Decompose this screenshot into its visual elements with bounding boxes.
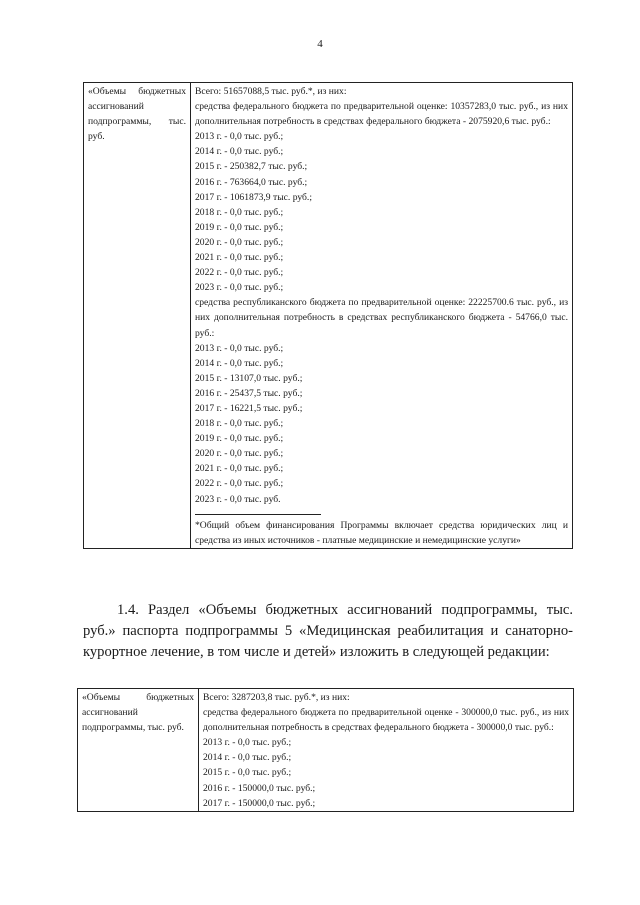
year-line: 2015 г. - 250382,7 тыс. руб.; (195, 161, 308, 173)
year-line: 2023 г. - 0,0 тыс. руб. (195, 493, 281, 505)
table-content-cell (199, 689, 574, 812)
year-line: 2022 г. - 0,0 тыс. руб.; (195, 267, 284, 279)
footnote-divider (195, 514, 321, 515)
table-label-cell: «Объемы бюджетных ассигнований подпрограммы, тыс. руб. (78, 689, 199, 812)
year-line: 2020 г. - 0,0 тыс. руб.; (195, 448, 284, 460)
year-line: 2019 г. - 0,0 тыс. руб.; (195, 433, 284, 445)
year-line: 2016 г. - 150000,0 тыс. руб.; (203, 782, 316, 794)
year-line: 2018 г. - 0,0 тыс. руб.; (195, 418, 284, 430)
year-line: 2013 г. - 0,0 тыс. руб.; (195, 342, 284, 354)
year-line: 2014 г. - 0,0 тыс. руб.; (195, 357, 284, 369)
year-line: 2017 г. - 1061873,9 тыс. руб.; (195, 191, 312, 203)
federal-budget-intro: средства федерального бюджета по предварительной оценке - 300000,0 тыс. руб., из них дополнительная потребность в средствах федерального бюджета - 300000,0 тыс. руб.: (203, 707, 569, 734)
year-line: 2017 г. - 16221,5 тыс. руб.; (195, 402, 303, 414)
year-line: 2016 г. - 25437,5 тыс. руб.; (195, 387, 303, 399)
total-line: Всего: 3287203,8 тыс. руб.*, из них: (203, 692, 350, 703)
year-line: 2013 г. - 0,0 тыс. руб.; (203, 737, 292, 749)
year-line: 2015 г. - 0,0 тыс. руб.; (203, 767, 292, 779)
year-line: 2013 г. - 0,0 тыс. руб.; (195, 131, 284, 143)
republic-budget-intro: средства республиканского бюджета по предварительной оценке: 22225700.6 тыс. руб., из них дополнительная потребность в средствах республиканского бюджета - 54766,0 тыс. руб.: (195, 297, 568, 339)
table-row (78, 689, 574, 812)
year-line: 2021 г. - 0,0 тыс. руб.; (195, 252, 284, 264)
year-line: 2022 г. - 0,0 тыс. руб.; (195, 478, 284, 490)
year-line: 2017 г. - 150000,0 тыс. руб.; (203, 797, 316, 809)
table-row (84, 83, 573, 549)
budget-table-subprogram-5 (77, 688, 574, 812)
year-line: 2023 г. - 0,0 тыс. руб.; (195, 282, 284, 294)
year-line: 2021 г. - 0,0 тыс. руб.; (195, 463, 284, 475)
table-label-cell: «Объемы бюджетных ассигнований подпрограммы, тыс. руб. (84, 83, 191, 549)
table-content-cell (191, 83, 573, 549)
federal-years-list (195, 129, 568, 295)
republic-years-list (195, 341, 568, 507)
year-line: 2018 г. - 0,0 тыс. руб.; (195, 206, 284, 218)
year-line: 2014 г. - 0,0 тыс. руб.; (203, 752, 292, 764)
year-line: 2019 г. - 0,0 тыс. руб.; (195, 221, 284, 233)
total-line: Всего: 51657088,5 тыс. руб.*, из них: (195, 86, 347, 97)
footnote: *Общий объем финансирования Программы включает средства юридических лиц и средства из иных источников - платные медицинские и немедицинские услуги» (195, 519, 568, 546)
federal-years-list (203, 735, 569, 810)
year-line: 2014 г. - 0,0 тыс. руб.; (195, 146, 284, 158)
page-number: 4 (317, 38, 323, 50)
year-line: 2020 г. - 0,0 тыс. руб.; (195, 236, 284, 248)
federal-budget-intro: средства федерального бюджета по предварительной оценке: 10357283,0 тыс. руб., из них дополнительная потребность в средствах федерального бюджета - 2075920,6 тыс. руб.: (195, 101, 568, 128)
budget-table-subprogram-4 (83, 82, 573, 549)
amendment-paragraph: 1.4. Раздел «Объемы бюджетных ассигнований подпрограммы, тыс. руб.» паспорта подпрограммы 5 «Медицинская реабилитация и санаторно-курортное лечение, в том числе и детей» изложить в следующей редакции: (83, 602, 573, 660)
year-line: 2016 г. - 763664,0 тыс. руб.; (195, 176, 308, 188)
year-line: 2015 г. - 13107,0 тыс. руб.; (195, 372, 303, 384)
